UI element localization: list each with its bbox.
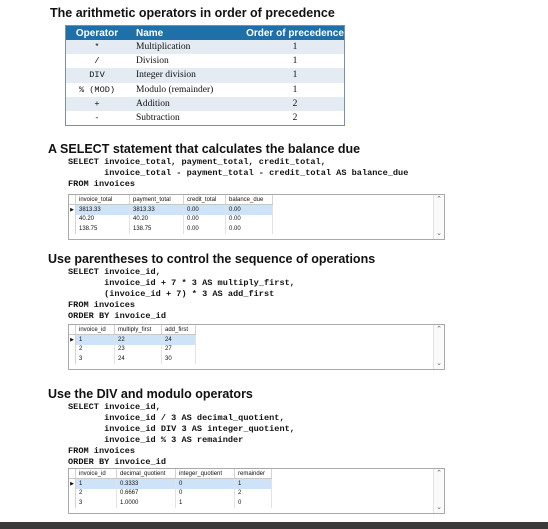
operator-cell: % (MOD) bbox=[66, 83, 129, 97]
result-cell[interactable]: 22 bbox=[115, 335, 162, 345]
result-cell[interactable]: 40.20 bbox=[76, 215, 130, 225]
scroll-up-arrow-icon[interactable]: ⌃ bbox=[436, 196, 442, 203]
balance-sql-code: SELECT invoice_total, payment_total, credit_total, invoice_total - payment_total - credit_total AS balance_due FROM invoices bbox=[68, 157, 409, 189]
column-header[interactable]: balance_due bbox=[226, 195, 273, 205]
operator-order-cell: 1 bbox=[246, 40, 345, 54]
scroll-up-arrow-icon[interactable]: ⌃ bbox=[436, 470, 442, 477]
column-header[interactable]: integer_quotient bbox=[176, 469, 235, 479]
result-header-row bbox=[69, 469, 272, 479]
result-cell[interactable]: 1.0000 bbox=[117, 498, 176, 508]
precedence-row bbox=[66, 40, 345, 54]
column-header[interactable]: decimal_quotient bbox=[117, 469, 176, 479]
result-cell[interactable]: 3 bbox=[76, 498, 117, 508]
operator-cell: DIV bbox=[66, 68, 129, 82]
operator-order-cell: 2 bbox=[246, 97, 345, 111]
result-cell[interactable]: 0 bbox=[176, 489, 235, 499]
operator-order-cell: 2 bbox=[246, 111, 345, 126]
result-row[interactable] bbox=[69, 335, 196, 345]
result-cell[interactable]: 40.20 bbox=[130, 215, 184, 225]
operator-name-cell: Integer division bbox=[128, 68, 246, 82]
column-header[interactable]: multiply_first bbox=[115, 325, 162, 335]
column-header[interactable]: invoice_id bbox=[76, 325, 115, 335]
header-name: Name bbox=[128, 26, 246, 41]
operator-order-cell: 1 bbox=[246, 54, 345, 68]
vertical-scrollbar[interactable] bbox=[433, 195, 444, 239]
operator-order-cell: 1 bbox=[246, 68, 345, 82]
scroll-down-arrow-icon[interactable]: ⌄ bbox=[436, 230, 442, 237]
result-row[interactable] bbox=[69, 479, 272, 489]
column-header[interactable]: invoice_total bbox=[76, 195, 130, 205]
result-cell[interactable]: 30 bbox=[162, 354, 196, 364]
precedence-title: The arithmetic operators in order of precedence bbox=[50, 6, 335, 20]
column-header[interactable]: add_first bbox=[162, 325, 196, 335]
result-cell[interactable]: 2 bbox=[76, 345, 115, 355]
scroll-up-arrow-icon[interactable]: ⌃ bbox=[436, 326, 442, 333]
result-cell[interactable]: 0.00 bbox=[226, 215, 273, 225]
operator-name-cell: Modulo (remainder) bbox=[128, 83, 246, 97]
result-cell[interactable]: 0.3333 bbox=[117, 479, 176, 489]
result-cell[interactable]: 1 bbox=[76, 479, 117, 489]
result-cell[interactable]: 2 bbox=[76, 489, 117, 499]
result-cell[interactable]: 0.00 bbox=[184, 215, 226, 225]
operator-order-cell: 1 bbox=[246, 83, 345, 97]
balance-result-table bbox=[69, 195, 273, 234]
result-cell[interactable]: 27 bbox=[162, 345, 196, 355]
result-cell[interactable]: 138.75 bbox=[130, 224, 184, 234]
precedence-row bbox=[66, 83, 345, 97]
balance-result-grid[interactable] bbox=[68, 194, 445, 240]
result-cell[interactable]: 2 bbox=[235, 489, 272, 499]
result-row[interactable] bbox=[69, 345, 196, 355]
result-row[interactable] bbox=[69, 224, 273, 234]
result-row[interactable] bbox=[69, 205, 273, 215]
parentheses-result-grid[interactable] bbox=[68, 324, 445, 370]
result-cell[interactable]: 3 bbox=[76, 354, 115, 364]
balance-title: A SELECT statement that calculates the balance due bbox=[48, 142, 361, 156]
row-pointer-icon: ▶ bbox=[69, 479, 76, 489]
bottom-bar bbox=[0, 522, 548, 529]
result-row[interactable] bbox=[69, 498, 272, 508]
precedence-row bbox=[66, 68, 345, 82]
column-header[interactable]: payment_total bbox=[130, 195, 184, 205]
operator-name-cell: Addition bbox=[128, 97, 246, 111]
result-cell[interactable]: 138.75 bbox=[76, 224, 130, 234]
div-mod-sql-code: SELECT invoice_id, invoice_id / 3 AS decimal_quotient, invoice_id DIV 3 AS integer_quotient, invoice_id % 3 AS remainder FROM invoices ORDER BY invoice_id bbox=[68, 402, 295, 467]
header-order: Order of precedence bbox=[246, 27, 344, 39]
parentheses-result-table bbox=[69, 325, 196, 364]
operator-cell: * bbox=[66, 40, 129, 54]
result-cell[interactable]: 24 bbox=[162, 335, 196, 345]
result-cell[interactable]: 3813.33 bbox=[76, 205, 130, 215]
result-cell[interactable]: 0.00 bbox=[226, 224, 273, 234]
column-header[interactable]: credit_total bbox=[184, 195, 226, 205]
parentheses-sql-code: SELECT invoice_id, invoice_id + 7 * 3 AS multiply_first, (invoice_id + 7) * 3 AS add_first FROM invoices ORDER BY invoice_id bbox=[68, 267, 295, 321]
result-cell[interactable]: 23 bbox=[115, 345, 162, 355]
operator-cell: / bbox=[66, 54, 129, 68]
column-header[interactable]: invoice_id bbox=[76, 469, 117, 479]
precedence-row bbox=[66, 97, 345, 111]
result-row[interactable] bbox=[69, 215, 273, 225]
column-header[interactable]: remainder bbox=[235, 469, 272, 479]
result-header-row bbox=[69, 195, 273, 205]
result-header-row bbox=[69, 325, 196, 335]
precedence-row bbox=[66, 111, 345, 126]
result-cell[interactable]: 3813.33 bbox=[130, 205, 184, 215]
parentheses-title: Use parentheses to control the sequence of operations bbox=[48, 252, 376, 266]
operator-cell: + bbox=[66, 97, 129, 111]
result-cell[interactable]: 24 bbox=[115, 354, 162, 364]
div-mod-result-grid[interactable] bbox=[68, 468, 445, 514]
operator-name-cell: Division bbox=[128, 54, 246, 68]
result-cell[interactable]: 0 bbox=[235, 498, 272, 508]
result-row[interactable] bbox=[69, 489, 272, 499]
result-row[interactable] bbox=[69, 354, 196, 364]
vertical-scrollbar[interactable] bbox=[433, 469, 444, 513]
precedence-row bbox=[66, 54, 345, 68]
precedence-header-row bbox=[66, 26, 345, 41]
scroll-down-arrow-icon[interactable]: ⌄ bbox=[436, 360, 442, 367]
result-cell[interactable]: 0.00 bbox=[184, 205, 226, 215]
result-cell[interactable]: 1 bbox=[176, 498, 235, 508]
precedence-table bbox=[65, 25, 345, 126]
operator-name-cell: Subtraction bbox=[128, 111, 246, 126]
result-cell[interactable]: 0.00 bbox=[184, 224, 226, 234]
header-operator: Operator bbox=[66, 26, 129, 41]
operator-cell: - bbox=[66, 111, 129, 126]
row-pointer-icon: ▶ bbox=[69, 335, 76, 345]
vertical-scrollbar[interactable] bbox=[433, 325, 444, 369]
row-pointer-icon: ▶ bbox=[69, 205, 76, 215]
result-cell[interactable]: 1 bbox=[235, 479, 272, 489]
operator-name-cell: Multiplication bbox=[128, 40, 246, 54]
result-cell[interactable]: 1 bbox=[76, 335, 115, 345]
div-mod-result-table bbox=[69, 469, 272, 508]
div-mod-title: Use the DIV and modulo operators bbox=[48, 387, 253, 401]
result-cell[interactable]: 0.6667 bbox=[117, 489, 176, 499]
result-cell[interactable]: 0 bbox=[176, 479, 235, 489]
result-cell[interactable]: 0.00 bbox=[226, 205, 273, 215]
scroll-down-arrow-icon[interactable]: ⌄ bbox=[436, 504, 442, 511]
